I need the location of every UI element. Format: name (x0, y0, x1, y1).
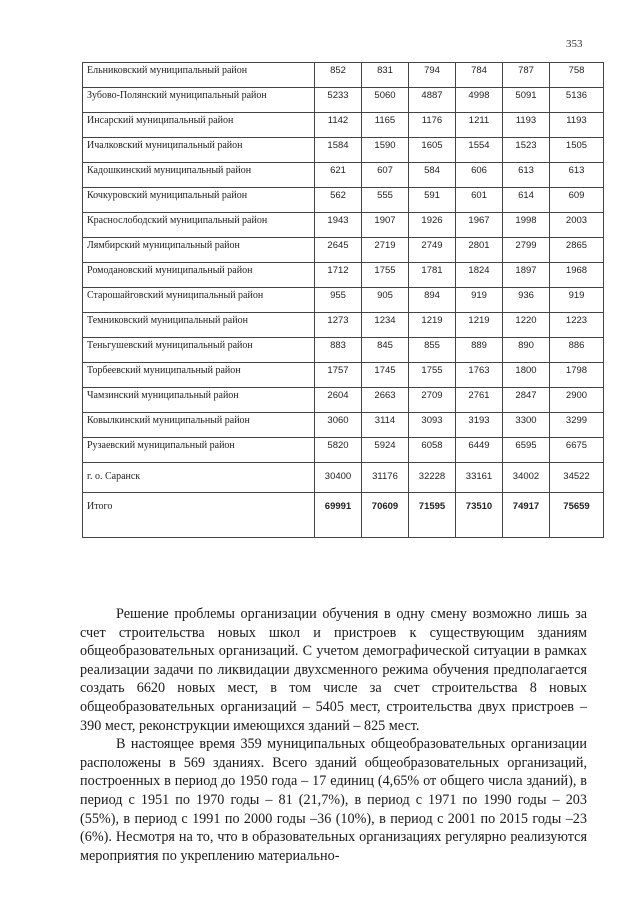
value-cell: 1745 (362, 363, 409, 388)
value-cell: 919 (456, 288, 503, 313)
value-cell: 831 (362, 63, 409, 88)
value-cell: 855 (409, 338, 456, 363)
district-name: Торбеевский муниципальный район (87, 365, 241, 376)
paragraph: В настоящее время 359 муниципальных общеобразовательных организации расположены в 569 зданиях. Всего зданий общеобразовательных организаций, построенных в период до 1950 года – 17 единиц (4,65% от общего числа зданий), в период с 1951 по 1970 годы – 81 (21,7%), в период с 1971 по 1990 годы – 203 (55%), в период с 1991 по 2000 годы –36 (10%), в период с 2001 по 2015 годы –23 (6%). Несмотря на то, что в образовательных организациях регулярно реализуются мероприятия по укреплению материально- (80, 736, 587, 864)
value-cell: 1926 (409, 213, 456, 238)
value-cell: 6675 (550, 438, 604, 463)
value-cell: 3299 (550, 413, 604, 438)
value-cell: 1220 (503, 313, 550, 338)
table-row (83, 63, 604, 88)
value-cell: 5136 (550, 88, 604, 113)
value-cell: 919 (550, 288, 604, 313)
table-row (83, 238, 604, 263)
value-cell: 34522 (550, 463, 604, 493)
value-cell: 74917 (503, 493, 550, 538)
district-name: Ромодановский муниципальный район (87, 265, 253, 276)
district-name: Лямбирский муниципальный район (87, 240, 240, 251)
district-name-cell (83, 88, 315, 113)
district-name-cell (83, 313, 315, 338)
district-name: Инсарский муниципальный район (87, 115, 234, 126)
district-name-cell (83, 63, 315, 88)
district-name-cell (83, 263, 315, 288)
value-cell: 758 (550, 63, 604, 88)
table-row (83, 163, 604, 188)
value-cell: 5060 (362, 88, 409, 113)
table-row (83, 363, 604, 388)
value-cell: 1165 (362, 113, 409, 138)
table-row (83, 313, 604, 338)
district-name: Чамзинский муниципальный район (87, 390, 239, 401)
value-cell: 883 (315, 338, 362, 363)
value-cell: 936 (503, 288, 550, 313)
value-cell: 1219 (409, 313, 456, 338)
value-cell: 34002 (503, 463, 550, 493)
value-cell: 30400 (315, 463, 362, 493)
table-row (83, 138, 604, 163)
value-cell: 5924 (362, 438, 409, 463)
district-name-cell (83, 288, 315, 313)
value-cell: 2645 (315, 238, 362, 263)
value-cell: 2749 (409, 238, 456, 263)
value-cell: 613 (503, 163, 550, 188)
value-cell: 621 (315, 163, 362, 188)
value-cell: 32228 (409, 463, 456, 493)
page-number: 353 (566, 38, 583, 50)
value-cell: 1219 (456, 313, 503, 338)
district-name: Ичалковский муниципальный район (87, 140, 243, 151)
table-row (83, 288, 604, 313)
district-name-cell (83, 363, 315, 388)
district-name-cell (83, 238, 315, 263)
table-row (83, 113, 604, 138)
value-cell: 787 (503, 63, 550, 88)
district-name-cell (83, 188, 315, 213)
table-row (83, 338, 604, 363)
value-cell: 1897 (503, 263, 550, 288)
value-cell: 5091 (503, 88, 550, 113)
table-body (83, 63, 604, 538)
municipal-districts-table (82, 62, 604, 538)
value-cell: 5233 (315, 88, 362, 113)
value-cell: 613 (550, 163, 604, 188)
value-cell: 2709 (409, 388, 456, 413)
value-cell: 1590 (362, 138, 409, 163)
value-cell: 3060 (315, 413, 362, 438)
value-cell: 852 (315, 63, 362, 88)
district-name: Кадошкинский муниципальный район (87, 165, 252, 176)
value-cell: 1193 (503, 113, 550, 138)
value-cell: 1967 (456, 213, 503, 238)
value-cell: 2663 (362, 388, 409, 413)
value-cell: 1824 (456, 263, 503, 288)
body-text (80, 605, 587, 865)
value-cell: 2865 (550, 238, 604, 263)
value-cell: 1968 (550, 263, 604, 288)
value-cell: 1193 (550, 113, 604, 138)
value-cell: 5820 (315, 438, 362, 463)
value-cell: 555 (362, 188, 409, 213)
district-name: Старошайговский муниципальный район (87, 290, 264, 301)
table-row (83, 388, 604, 413)
district-name-cell (83, 163, 315, 188)
table-row (83, 413, 604, 438)
value-cell: 2799 (503, 238, 550, 263)
value-cell: 73510 (456, 493, 503, 538)
value-cell: 1998 (503, 213, 550, 238)
value-cell: 1554 (456, 138, 503, 163)
value-cell: 1234 (362, 313, 409, 338)
value-cell: 1755 (409, 363, 456, 388)
value-cell: 4887 (409, 88, 456, 113)
value-cell: 1523 (503, 138, 550, 163)
table-row (83, 213, 604, 238)
district-name: Зубово-Полянский муниципальный район (87, 90, 267, 101)
value-cell: 3093 (409, 413, 456, 438)
value-cell: 1223 (550, 313, 604, 338)
value-cell: 784 (456, 63, 503, 88)
value-cell: 606 (456, 163, 503, 188)
table-row (83, 263, 604, 288)
district-name: Итого (87, 501, 113, 512)
value-cell: 1943 (315, 213, 362, 238)
table-row (83, 188, 604, 213)
value-cell: 889 (456, 338, 503, 363)
value-cell: 1781 (409, 263, 456, 288)
value-cell: 31176 (362, 463, 409, 493)
value-cell: 1907 (362, 213, 409, 238)
value-cell: 845 (362, 338, 409, 363)
value-cell: 2801 (456, 238, 503, 263)
value-cell: 601 (456, 188, 503, 213)
value-cell: 894 (409, 288, 456, 313)
value-cell: 1176 (409, 113, 456, 138)
district-name-cell (83, 138, 315, 163)
value-cell: 890 (503, 338, 550, 363)
district-name-cell (83, 338, 315, 363)
value-cell: 3300 (503, 413, 550, 438)
district-name: Ельниковский муниципальный район (87, 65, 248, 76)
district-name-cell (83, 438, 315, 463)
value-cell: 584 (409, 163, 456, 188)
value-cell: 591 (409, 188, 456, 213)
district-name-cell (83, 493, 315, 538)
value-cell: 2719 (362, 238, 409, 263)
value-cell: 75659 (550, 493, 604, 538)
value-cell: 1142 (315, 113, 362, 138)
district-name: Рузаевский муниципальный район (87, 440, 235, 451)
value-cell: 1584 (315, 138, 362, 163)
district-name-cell (83, 213, 315, 238)
district-name: Ковылкинский муниципальный район (87, 415, 250, 426)
district-name-cell (83, 388, 315, 413)
value-cell: 1211 (456, 113, 503, 138)
district-name: Кочкуровский муниципальный район (87, 190, 248, 201)
value-cell: 2900 (550, 388, 604, 413)
value-cell: 905 (362, 288, 409, 313)
value-cell: 2003 (550, 213, 604, 238)
value-cell: 955 (315, 288, 362, 313)
district-name: Теньгушевский муниципальный район (87, 340, 253, 351)
value-cell: 886 (550, 338, 604, 363)
value-cell: 1755 (362, 263, 409, 288)
district-name-cell (83, 113, 315, 138)
district-name: Темниковский муниципальный район (87, 315, 248, 326)
value-cell: 6449 (456, 438, 503, 463)
value-cell: 3193 (456, 413, 503, 438)
value-cell: 1757 (315, 363, 362, 388)
value-cell: 6058 (409, 438, 456, 463)
table-row (83, 463, 604, 493)
value-cell: 2761 (456, 388, 503, 413)
paragraph: Решение проблемы организации обучения в одну смену возможно лишь за счет строительства новых школ и пристроев к существующим зданиям общеобразовательных организаций. С учетом демографической ситуации в рамках реализации задачи по ликвидации двухсменного режима обучения предполагается создать 6620 новых мест, в том числе за счет строительства 8 новых общеобразовательных организаций – 5405 мест, строительства двух пристроев – 390 мест, реконструкции имеющихся зданий – 825 мест. (80, 606, 587, 734)
district-name-cell (83, 413, 315, 438)
table-row (83, 438, 604, 463)
value-cell: 562 (315, 188, 362, 213)
value-cell: 71595 (409, 493, 456, 538)
value-cell: 33161 (456, 463, 503, 493)
value-cell: 69991 (315, 493, 362, 538)
value-cell: 607 (362, 163, 409, 188)
district-name: Краснослободский муниципальный район (87, 215, 268, 226)
value-cell: 1800 (503, 363, 550, 388)
value-cell: 1505 (550, 138, 604, 163)
value-cell: 1273 (315, 313, 362, 338)
value-cell: 4998 (456, 88, 503, 113)
value-cell: 1605 (409, 138, 456, 163)
value-cell: 2847 (503, 388, 550, 413)
value-cell: 3114 (362, 413, 409, 438)
value-cell: 609 (550, 188, 604, 213)
value-cell: 1798 (550, 363, 604, 388)
district-name-cell (83, 463, 315, 493)
table-row (83, 493, 604, 538)
value-cell: 794 (409, 63, 456, 88)
value-cell: 614 (503, 188, 550, 213)
value-cell: 2604 (315, 388, 362, 413)
table-row (83, 88, 604, 113)
value-cell: 1763 (456, 363, 503, 388)
value-cell: 1712 (315, 263, 362, 288)
value-cell: 6595 (503, 438, 550, 463)
district-name: г. о. Саранск (87, 471, 141, 482)
value-cell: 70609 (362, 493, 409, 538)
